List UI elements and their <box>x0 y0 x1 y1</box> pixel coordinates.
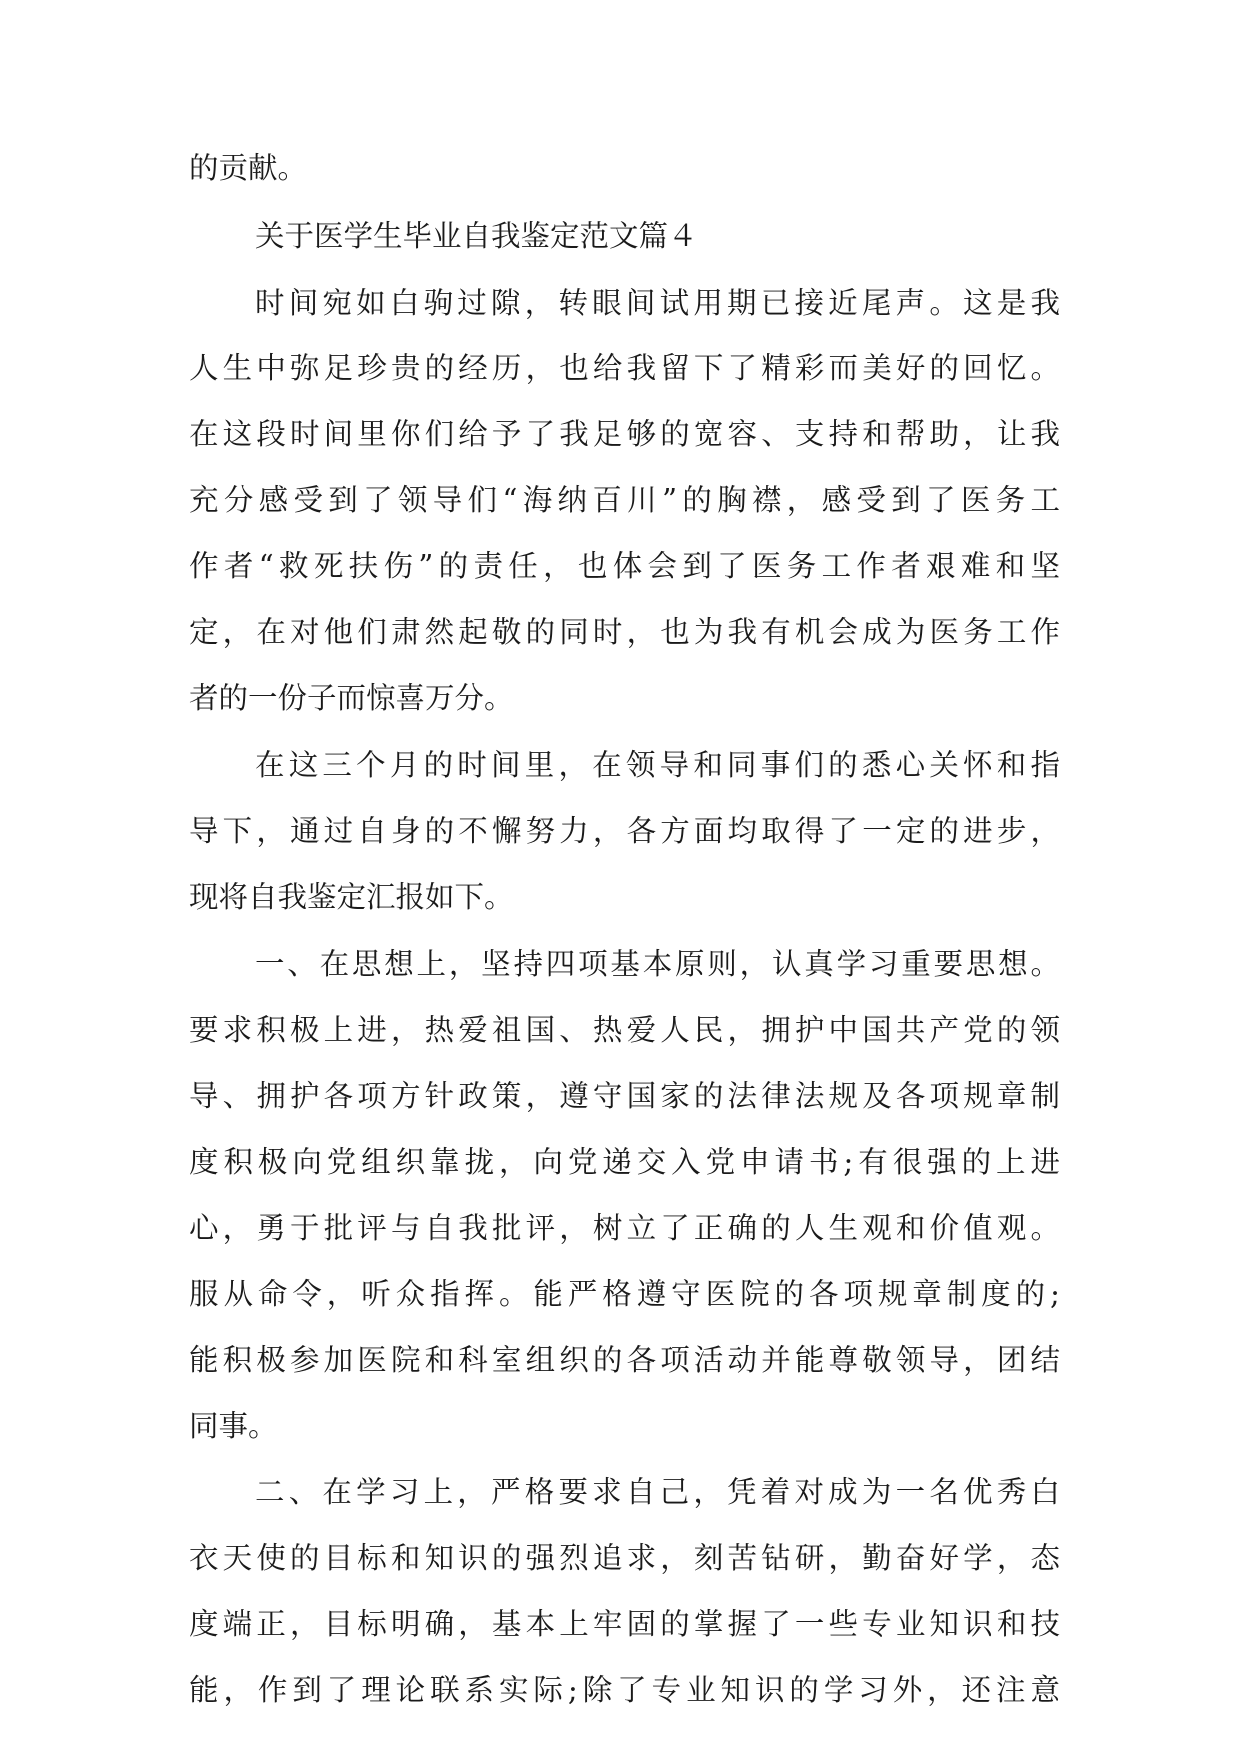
text-line: 心，勇于批评与自我批评，树立了正确的人生观和价值观。 <box>189 1211 1060 1245</box>
text-line: 者的一份子而惊喜万分。 <box>189 681 514 715</box>
text-line: 现将自我鉴定汇报如下。 <box>189 880 514 914</box>
text-line: 服从命令，听众指挥。能严格遵守医院的各项规章制度的; <box>189 1277 1060 1311</box>
text-line: 度端正，目标明确，基本上牢固的掌握了一些专业知识和技 <box>189 1607 1060 1641</box>
text-line: 度积极向党组织靠拢，向党递交入党申请书;有很强的上进 <box>189 1145 1060 1179</box>
text-line: 人生中弥足珍贵的经历，也给我留下了精彩而美好的回忆。 <box>189 351 1060 385</box>
text-line: 充分感受到了领导们“海纳百川”的胸襟，感受到了医务工 <box>189 483 1060 517</box>
text-line: 同事。 <box>189 1409 278 1443</box>
text-line: 作者“救死扶伤”的责任，也体会到了医务工作者艰难和坚 <box>189 549 1060 583</box>
text-line: 能，作到了理论联系实际;除了专业知识的学习外，还注意 <box>189 1673 1060 1707</box>
text-line: 导下，通过自身的不懈努力，各方面均取得了一定的进步， <box>189 814 1060 848</box>
text-line: 能积极参加医院和科室组织的各项活动并能尊敬领导，团结 <box>189 1343 1060 1377</box>
text-line: 要求积极上进，热爱祖国、热爱人民，拥护中国共产党的领 <box>189 1013 1060 1047</box>
text-line: 定，在对他们肃然起敬的同时，也为我有机会成为医务工作 <box>189 615 1060 649</box>
text-line: 导、拥护各项方针政策，遵守国家的法律法规及各项规章制 <box>189 1079 1060 1113</box>
text-line: 的贡献。 <box>189 151 308 185</box>
text-line: 衣天使的目标和知识的强烈追求，刻苦钻研，勤奋好学，态 <box>189 1541 1060 1575</box>
text-line: 二、在学习上，严格要求自己，凭着对成为一名优秀白 <box>255 1475 1060 1509</box>
text-line: 一、在思想上，坚持四项基本原则，认真学习重要思想。 <box>255 947 1060 981</box>
text-line: 在这三个月的时间里，在领导和同事们的悉心关怀和指 <box>255 748 1060 782</box>
section-heading: 关于医学生毕业自我鉴定范文篇４ <box>255 219 698 253</box>
text-line: 在这段时间里你们给予了我足够的宽容、支持和帮助，让我 <box>189 417 1060 451</box>
text-line: 时间宛如白驹过隙，转眼间试用期已接近尾声。这是我 <box>255 286 1060 320</box>
